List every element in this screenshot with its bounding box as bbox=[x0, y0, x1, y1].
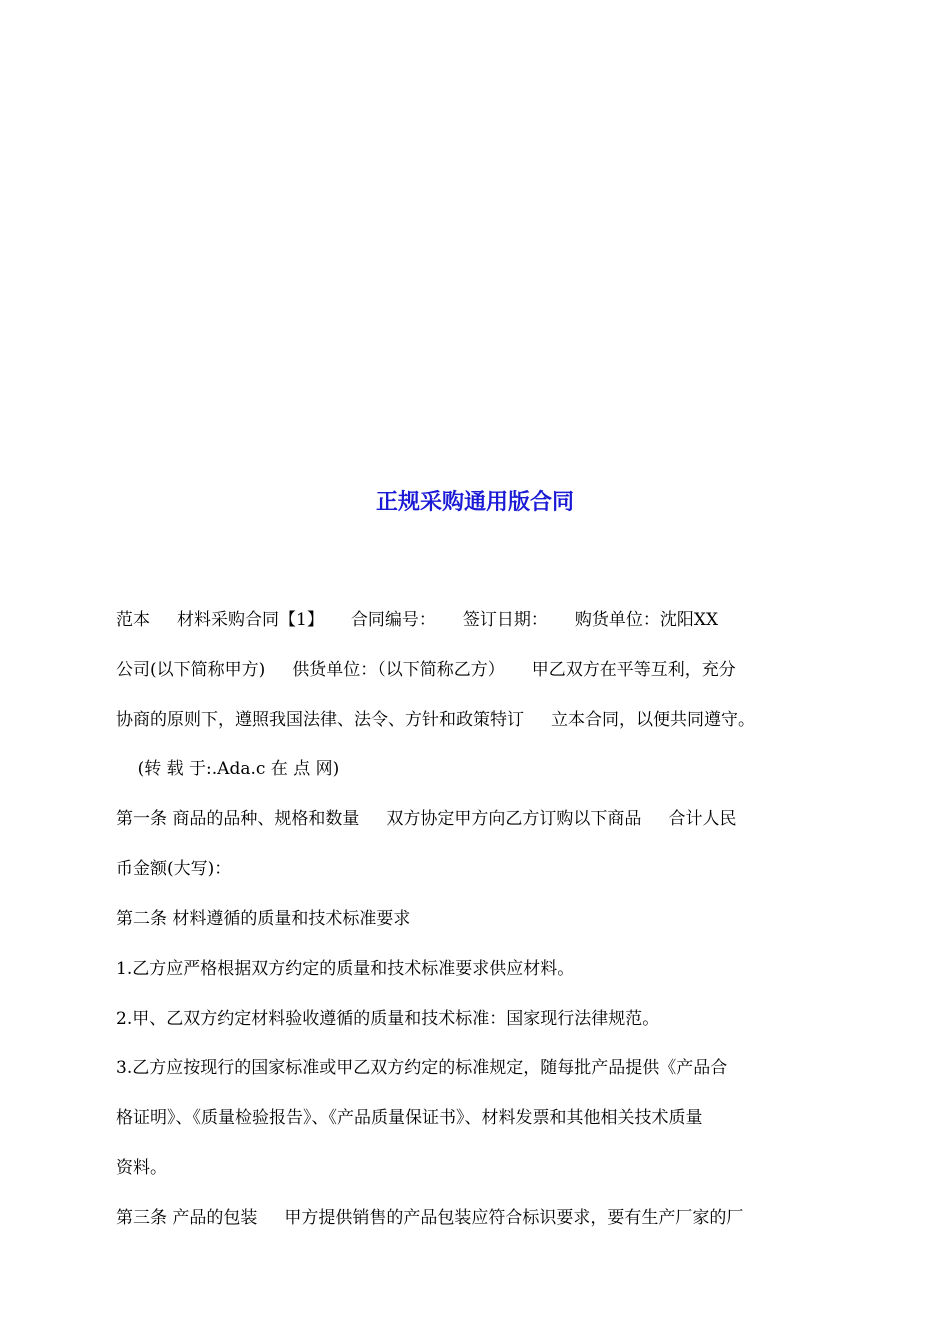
list-item: 1.乙方应严格根据双方约定的质量和技术标准要求供应材料。 bbox=[116, 959, 575, 979]
body-line: 币金额(大写)： bbox=[116, 859, 232, 879]
article-heading: 第三条 产品的包装 甲方提供销售的产品包装应符合标识要求，要有生产厂家的厂 bbox=[116, 1208, 744, 1228]
article-heading: 第一条 商品的品种、规格和数量 双方协定甲方向乙方订购以下商品 合计人民 bbox=[116, 809, 737, 829]
body-line: 协商的原则下，遵照我国法律、法令、方针和政策特订 立本合同，以便共同遵守。 bbox=[116, 710, 756, 730]
body-line: 公司(以下简称甲方) 供货单位：（以下简称乙方） 甲乙双方在平等互利，充分 bbox=[116, 660, 736, 680]
body-line: 格证明》、《质量检验报告》、《产品质量保证书》、材料发票和其他相关技术质量 bbox=[116, 1108, 703, 1128]
body-line: 资料。 bbox=[116, 1158, 167, 1178]
source-note: (转 载 于:.Ada.c 在 点 网) bbox=[116, 759, 340, 779]
document-title: 正规采购通用版合同 bbox=[375, 490, 574, 515]
list-item: 2.甲、乙双方约定材料验收遵循的质量和技术标准：国家现行法律规范。 bbox=[116, 1009, 660, 1029]
list-item: 3.乙方应按现行的国家标准或甲乙双方约定的标准规定，随每批产品提供《产品合 bbox=[116, 1058, 728, 1078]
article-heading: 第二条 材料遵循的质量和技术标准要求 bbox=[116, 909, 411, 929]
body-line: 范本 材料采购合同【1】 合同编号： 签订日期： 购货单位：沈阳XX bbox=[116, 610, 719, 630]
